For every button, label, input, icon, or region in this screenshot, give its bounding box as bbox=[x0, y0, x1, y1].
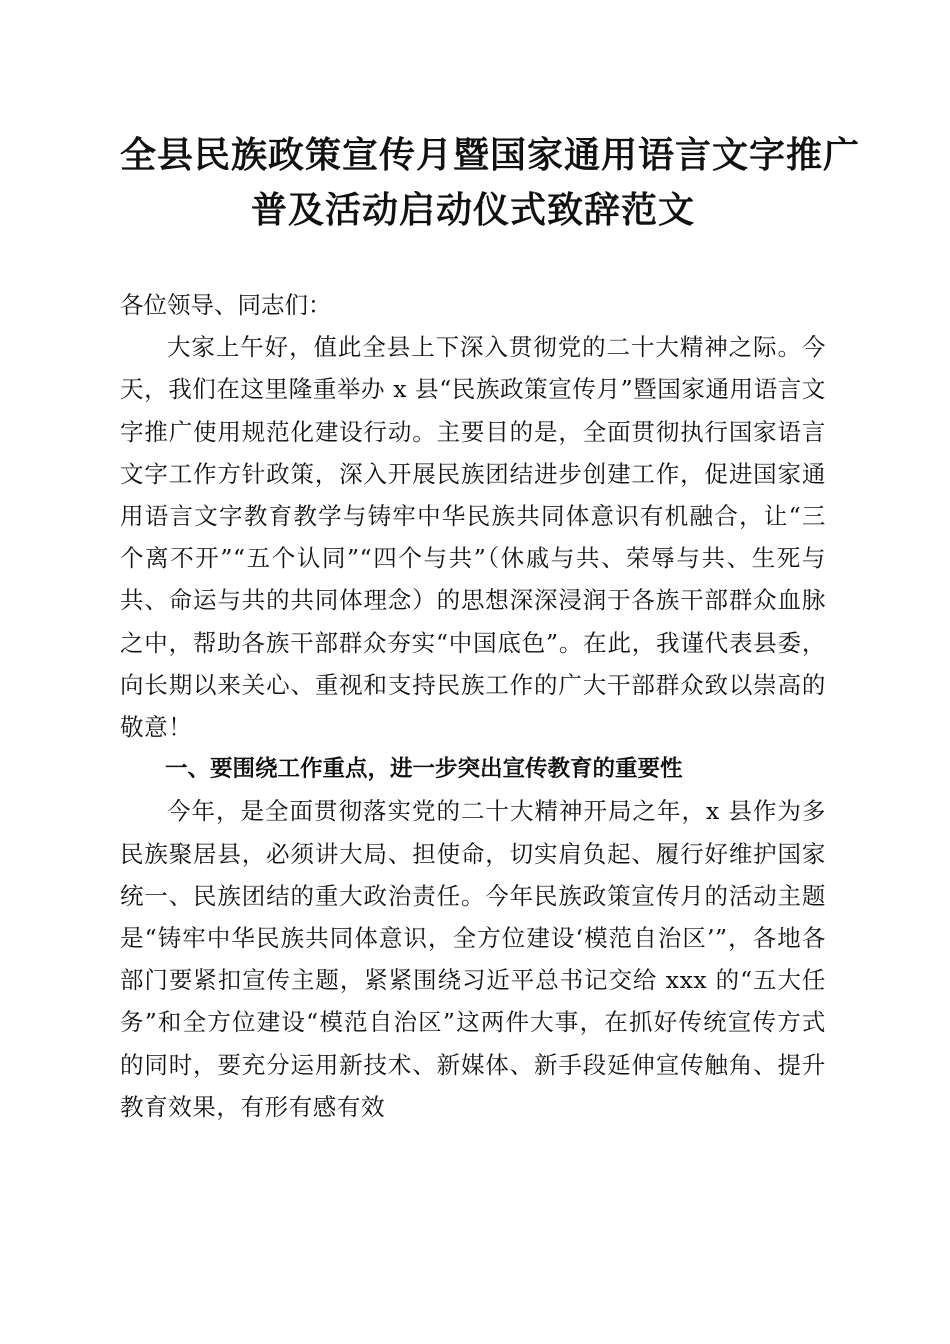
paragraph-section-1: 今年，是全面贯彻落实党的二十大精神开局之年，x 县作为多民族聚居县，必须讲大局、担使命，切实肩负起、履行好维护国家统一、民族团结的重大政治责任。今年民族政策宣传月的活动主题是“铸牢中华民族共同体意识，全方位建设‘模范自治区’”，各地各部门要紧扣宣传主题，紧紧围绕习近平总书记交给 xxx 的“五大任务”和全方位建设“模范自治区”这两件大事，在抓好传统宣传方式的同时，要充分运用新技术、新媒体、新手段延伸宣传触角、提升教育效果，有形有感有效 bbox=[120, 797, 826, 1121]
section-heading-1: 一、要围绕工作重点，进一步突出宣传教育的重要性 bbox=[165, 756, 683, 783]
document-title bbox=[120, 0, 861, 238]
title-line-1: 全县民族政策宣传月暨国家通用语言文字推广 bbox=[120, 134, 861, 176]
title-line-2: 普及活动启动仪式致辞范文 bbox=[250, 189, 695, 231]
document-body bbox=[120, 284, 826, 1128]
greeting: 各位领导、同志们： bbox=[120, 291, 332, 319]
paragraph-opening: 大家上午好，值此全县上下深入贯彻党的二十大精神之际。今天，我们在这里隆重举办 x 县“民族政策宣传月”暨国家通用语言文字推广使用规范化建设行动。主要目的是，全面贯彻执行国家语言文字工作方针政策，深入开展民族团结进步创建工作，促进国家通用语言文字教育教学与铸牢中华民族共同体意识有机融合，让“三个离不开”“五个认同”“四个与共”（休戚与共、荣辱与共、生死与共、命运与共的共同体理念）的思想深深浸润于各族干部群众血脉之中，帮助各族干部群众夯实“中国底色”。在此，我谨代表县委，向长期以来关心、重视和支持民族工作的广大干部群众致以崇高的敬意！ bbox=[120, 333, 826, 742]
